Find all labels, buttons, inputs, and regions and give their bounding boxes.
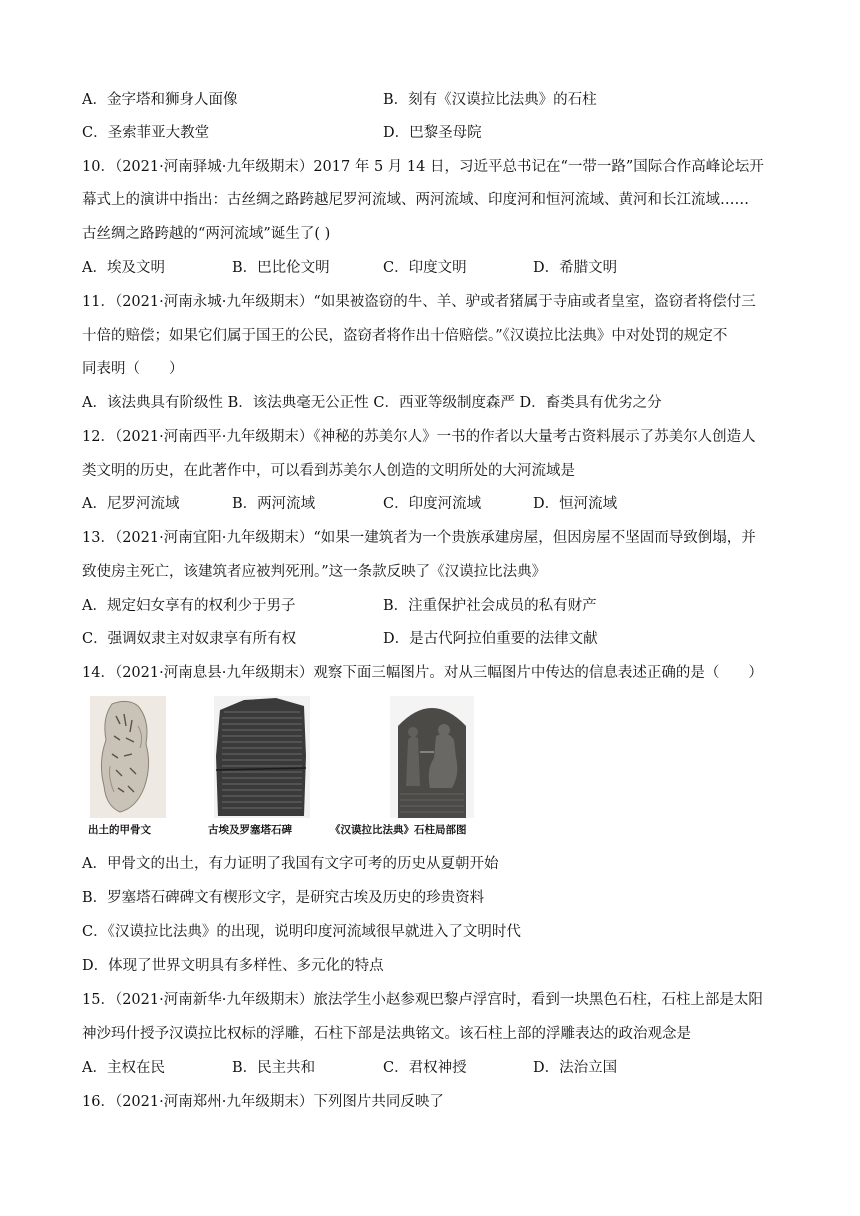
q15-option-d: D．法治立国 (533, 1060, 618, 1076)
q11-options: A．该法典具有阶级性 B．该法典毫无公正性 C．西亚等级制度森严 D．畜类具有优劣之分 (82, 395, 662, 411)
q13-option-c: C．强调奴隶主对奴隶享有所有权 (82, 631, 297, 647)
q14-option-b: B．罗塞塔石碑碑文有楔形文字，是研究古埃及历史的珍贵资料 (82, 890, 485, 906)
q15-stem-line-2: 神沙玛什授予汉谟拉比权标的浮雕，石柱下部是法典铭文。该石柱上部的浮雕表达的政治观念是 (82, 1026, 691, 1042)
q12-option-d: D．恒河流域 (533, 496, 618, 512)
rosetta-stone-image (214, 696, 310, 818)
q11-stem-line-3: 同表明（ ） (82, 361, 184, 377)
q13-option-b: B．注重保护社会成员的私有财产 (383, 598, 597, 614)
q9-option-d: D．巴黎圣母院 (383, 125, 482, 141)
q11-stem-line-2: 十倍的赔偿；如果它们属于国王的公民，盗窃者将作出十倍赔偿。”《汉谟拉比法典》中对处罚的规定不 (82, 328, 728, 344)
q14-stem-line-1: 14．（2021·河南息县·九年级期末）观察下面三幅图片。对从三幅图片中传达的信息表述正确的是（ ） (82, 665, 763, 681)
oracle-bone-image (90, 696, 166, 818)
q12-stem-line-2: 类文明的历史，在此著作中，可以看到苏美尔人创造的文明所处的大河流域是 (82, 463, 575, 479)
q16-stem-line-1: 16．（2021·河南郑州·九年级期末）下列图片共同反映了 (82, 1094, 444, 1110)
q10-option-c: C．印度文明 (383, 260, 467, 276)
q9-option-b: B．刻有《汉谟拉比法典》的石柱 (383, 92, 597, 108)
q13-stem-line-1: 13．（2021·河南宜阳·九年级期末）“如果一建筑者为一个贵族承建房屋，但因房屋不坚固而导致倒塌，并 (82, 530, 756, 546)
q14-figures (82, 696, 542, 844)
q13-option-d: D．是古代阿拉伯重要的法律文献 (383, 631, 598, 647)
q9-option-a: A．金字塔和狮身人面像 (82, 92, 238, 108)
q14-option-c: C．《汉谟拉比法典》的出现，说明印度河流域很早就进入了文明时代 (82, 924, 521, 940)
q10-option-b: B．巴比伦文明 (232, 260, 330, 276)
q10-stem-line-3: 古丝绸之路跨越的“两河流域”诞生了( ) (82, 226, 331, 242)
q11-stem-line-1: 11．（2021·河南永城·九年级期末）“如果被盗窃的牛、羊、驴或者猪属于寺庙或者皇室，盗窃者将偿付三 (82, 294, 756, 310)
q15-option-c: C．君权神授 (383, 1060, 467, 1076)
hammurabi-stele-image (390, 696, 474, 818)
q14-option-a: A．甲骨文的出土，有力证明了我国有文字可考的历史从夏朝开始 (82, 856, 499, 872)
q14-option-d: D．体现了世界文明具有多样性、多元化的特点 (82, 958, 384, 974)
q10-stem-line-2: 幕式上的演讲中指出：古丝绸之路跨越尼罗河流域、两河流域、印度河和恒河流域、黄河和长江流域…… (82, 192, 749, 208)
q12-stem-line-1: 12．（2021·河南西平·九年级期末）《神秘的苏美尔人》一书的作者以大量考古资料展示了苏美尔人创造人 (82, 429, 756, 445)
q13-stem-line-2: 致使房主死亡，该建筑者应被判死刑。”这一条款反映了《汉谟拉比法典》 (82, 564, 547, 580)
q10-option-a: A．埃及文明 (82, 260, 165, 276)
q9-option-c: C．圣索菲亚大教堂 (82, 125, 210, 141)
q10-option-d: D．希腊文明 (533, 260, 618, 276)
q12-option-c: C．印度河流域 (383, 496, 482, 512)
q15-option-b: B．民主共和 (232, 1060, 316, 1076)
rosetta-stone-caption: 古埃及罗塞塔石碑 (208, 824, 292, 836)
oracle-bone-caption: 出土的甲骨文 (88, 824, 151, 836)
q13-option-a: A．规定妇女享有的权利少于男子 (82, 598, 296, 614)
q12-option-b: B．两河流域 (232, 496, 316, 512)
q15-stem-line-1: 15．（2021·河南新华·九年级期末）旅法学生小赵参观巴黎卢浮宫时，看到一块黑色石柱，石柱上部是太阳 (82, 992, 763, 1008)
q10-stem-line-1: 10．（2021·河南驿城·九年级期末）2017 年 5 月 14 日，习近平总书记在“一带一路”国际合作高峰论坛开 (82, 159, 764, 175)
q12-option-a: A．尼罗河流域 (82, 496, 180, 512)
q15-option-a: A．主权在民 (82, 1060, 165, 1076)
hammurabi-stele-caption: 《汉谟拉比法典》石柱局部图 (330, 824, 467, 836)
